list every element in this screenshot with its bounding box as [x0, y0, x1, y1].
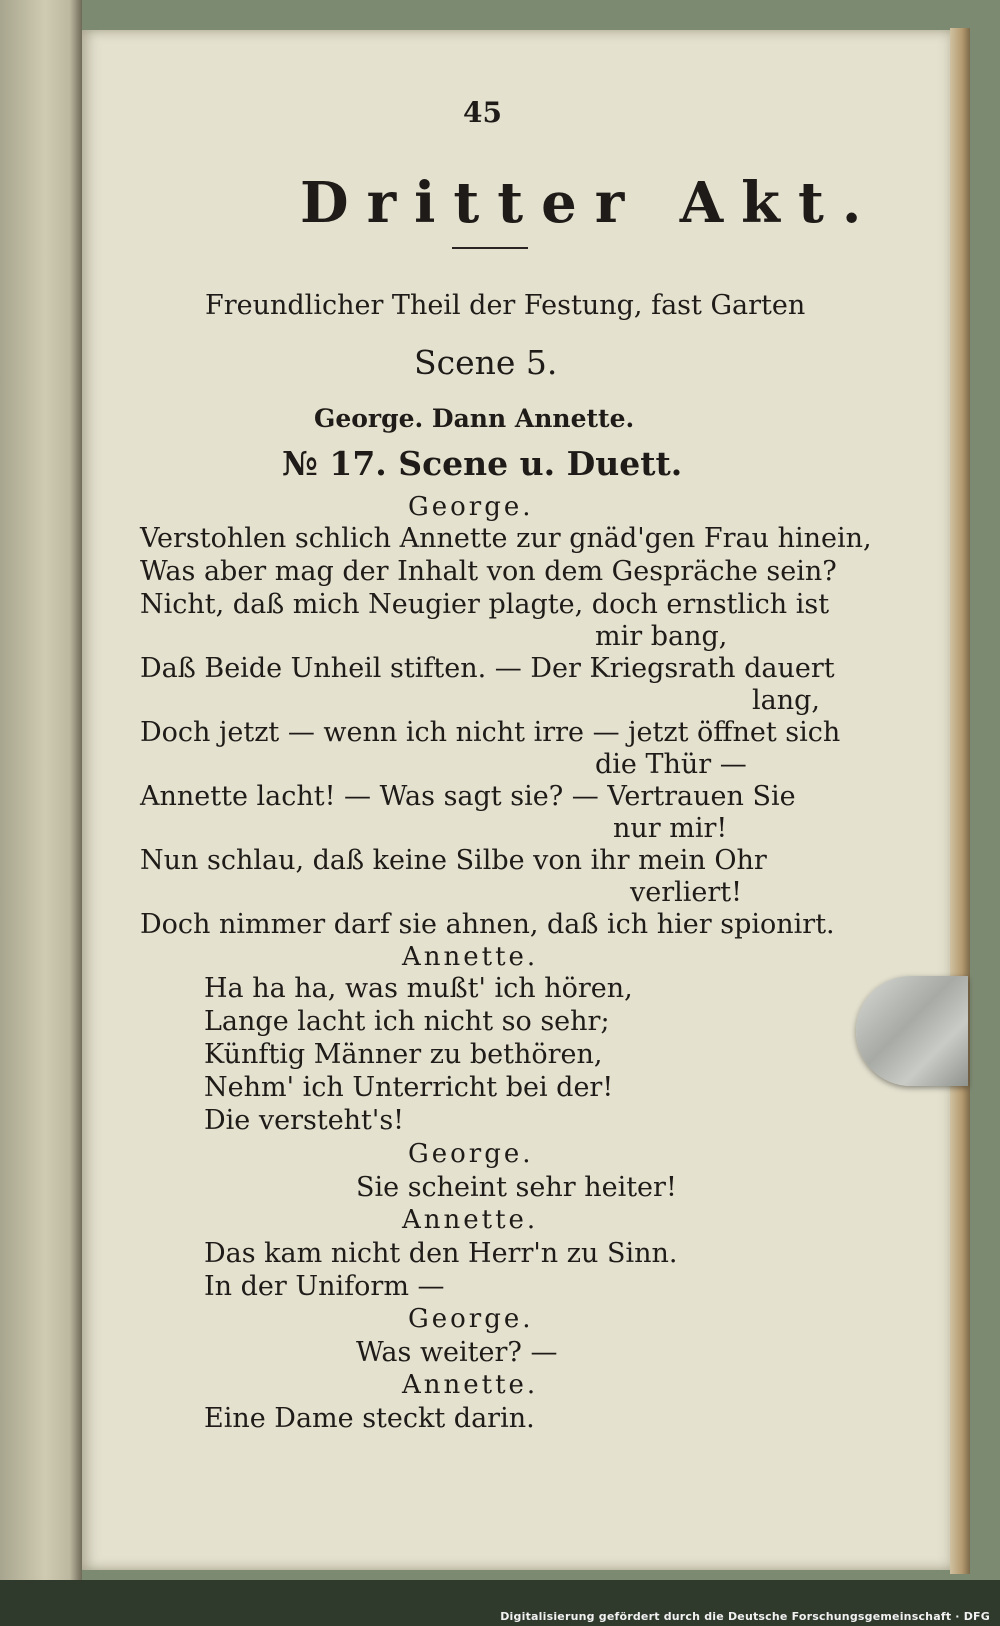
verse-line: Doch jetzt — wenn ich nicht irre — jetzt öffnet sich — [140, 717, 841, 748]
facing-page-edge — [0, 0, 82, 1626]
speaker-george: George. — [408, 492, 534, 522]
page-stack-edge — [950, 28, 970, 1574]
verse-line: Was weiter? — — [356, 1337, 558, 1368]
title-rule — [452, 247, 528, 249]
verse-line: Ha ha ha, was mußt' ich hören, — [204, 973, 633, 1004]
verse-line: Verstohlen schlich Annette zur gnäd'gen Frau hinein, — [140, 523, 872, 554]
verse-line-continuation: verliert! — [630, 877, 742, 908]
speaker-george: George. — [408, 1304, 534, 1334]
act-title: Dritter Akt. — [300, 170, 880, 236]
verse-line-continuation: mir bang, — [595, 621, 728, 652]
verse-line-continuation: lang, — [752, 685, 820, 716]
speaker-annette: Annette. — [402, 1370, 539, 1400]
characters-line: George. Dann Annette. — [314, 404, 635, 433]
verse-line: Die versteht's! — [204, 1105, 405, 1136]
setting-line: Freundlicher Theil der Festung, fast Garten — [205, 290, 806, 321]
digitization-credit: Digitalisierung gefördert durch die Deutsche Forschungsgemeinschaft · DFG — [500, 1610, 990, 1623]
scene-heading: Scene 5. — [414, 343, 558, 382]
speaker-annette: Annette. — [402, 942, 539, 972]
verse-line: Eine Dame steckt darin. — [204, 1403, 535, 1434]
verse-line: Annette lacht! — Was sagt sie? — Vertrauen Sie — [140, 781, 796, 812]
verse-line: Nehm' ich Unterricht bei der! — [204, 1072, 614, 1103]
verse-line: Sie scheint sehr heiter! — [356, 1172, 677, 1203]
page-clip — [856, 976, 968, 1086]
verse-line: Nun schlau, daß keine Silbe von ihr mein Ohr — [140, 845, 767, 876]
speaker-annette: Annette. — [402, 1205, 539, 1235]
verse-line: Was aber mag der Inhalt von dem Gespräche sein? — [140, 556, 837, 587]
verse-line-continuation: nur mir! — [613, 813, 728, 844]
verse-line: Nicht, daß mich Neugier plagte, doch ernstlich ist — [140, 589, 830, 620]
verse-line: Daß Beide Unheil stiften. — Der Kriegsrath dauert — [140, 653, 835, 684]
speaker-george: George. — [408, 1139, 534, 1169]
verse-line: Doch nimmer darf sie ahnen, daß ich hier spionirt. — [140, 909, 835, 940]
page-number: 45 — [463, 96, 502, 129]
verse-line: Künftig Männer zu bethören, — [204, 1039, 603, 1070]
verse-line: In der Uniform — — [204, 1271, 445, 1302]
verse-line: Lange lacht ich nicht so sehr; — [204, 1006, 610, 1037]
verse-line-continuation: die Thür — — [595, 749, 747, 780]
verse-line: Das kam nicht den Herr'n zu Sinn. — [204, 1238, 678, 1269]
number-heading: № 17. Scene u. Duett. — [282, 444, 683, 483]
